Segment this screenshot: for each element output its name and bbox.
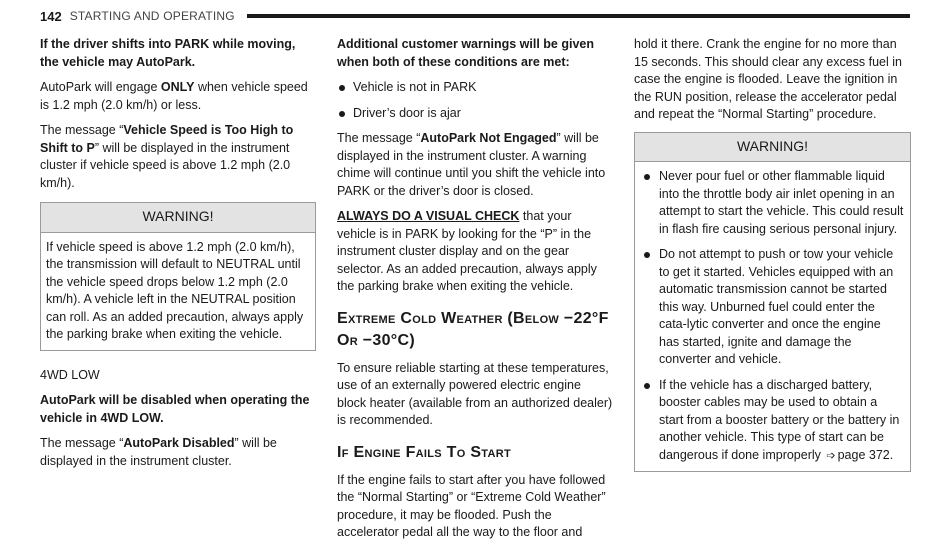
page-number: 142 (40, 8, 62, 24)
list-item-text: Vehicle is not in PARK (353, 80, 477, 94)
page-reference-arrow-icon: ➩ (826, 449, 836, 462)
warning-body (635, 162, 910, 471)
text: The message “ (337, 131, 421, 145)
not-engaged-paragraph (337, 130, 613, 200)
text: The message “ (40, 436, 124, 450)
bullet-icon (339, 85, 345, 91)
list-item-text: Do not attempt to push or tow your vehicle to get it started. Vehicles equipped with an automatic transmission cannot be started this way. Unburned fuel could enter the cata-lytic converter and once the engine has started, ignite and damage the converter and vehicle. (659, 247, 894, 366)
column-1 (40, 36, 316, 478)
text: AutoPark will engage (40, 80, 161, 94)
bullet-icon (644, 174, 650, 180)
message-text: AutoPark Not Engaged (420, 131, 557, 145)
text: when vehicle speed is 1.2 mph (2.0 km/h) or less. (40, 80, 308, 112)
section-title: STARTING AND OPERATING (69, 9, 235, 23)
list-item (337, 105, 613, 123)
additional-warnings-heading: Additional customer warnings will be given when both of these conditions are met: (337, 37, 594, 69)
bullet-icon (644, 252, 650, 258)
message-text: AutoPark Disabled (123, 436, 235, 450)
warning-title: WARNING! (41, 203, 315, 233)
header-rule (247, 14, 910, 18)
column-2 (337, 36, 613, 550)
list-item (337, 79, 613, 97)
list-item (640, 168, 904, 238)
visual-check-paragraph (337, 208, 613, 296)
text: ” will be displayed in the instrument cluster. (40, 436, 277, 468)
list-item-text: Driver’s door is ajar (353, 105, 461, 120)
warning-title: WARNING! (635, 133, 910, 163)
warning-list (640, 168, 904, 465)
list-item (640, 246, 904, 369)
warning-box (634, 132, 911, 473)
conditions-list (337, 79, 613, 122)
list-item (640, 377, 904, 466)
autopark-heading: If the driver shifts into PARK while moving, the vehicle may AutoPark. (40, 37, 296, 69)
emphasis: ONLY (160, 80, 195, 94)
4wd-low-disabled-text: AutoPark will be disabled when operating the vehicle in 4WD LOW. (40, 393, 310, 425)
autopark-engage-paragraph (40, 79, 316, 114)
engine-fails-heading: If Engine Fails To Start (337, 443, 511, 461)
bullet-icon (644, 383, 650, 389)
warning-text: If vehicle speed is above 1.2 mph (2.0 km/h), the transmission will default to NEUTRAL until the vehicle speed drops below 1.2 mph (2.0 km/h). A vehicle left in the NEUTRAL position can roll. As an added precaution, always apply the parking brake when exiting the vehicle. (46, 239, 304, 341)
crank-paragraph: hold it there. Crank the engine for no more than 15 seconds. This should clear any excess fuel in case the engine is flooded. Leave the ignition in the RUN position, release the accelerator pedal and repeat the “Normal Starting” procedure. (634, 37, 902, 121)
visual-check-emphasis: ALWAYS DO A VISUAL CHECK (337, 209, 520, 223)
engine-fails-paragraph: If the engine fails to start after you have followed the “Normal Starting” or “Extreme Cold Weather” procedure, it may be flooded. Push the accelerator pedal all the way to the floor and (337, 472, 606, 539)
warning-box (40, 202, 316, 351)
warning-body (41, 233, 315, 350)
page-reference-link[interactable]: page 372. (837, 447, 894, 462)
speed-message-paragraph (40, 122, 316, 192)
text: that your vehicle is in PARK by looking for the “P” in the instrument cluster display and on the gear selector. As an added precaution, always apply the parking brake when exiting the vehicle. (337, 209, 597, 293)
text: ” will be displayed in the instrument cluster if vehicle speed is above 1.2 mph (2.0 km/h). (40, 140, 291, 190)
list-item-text: If the vehicle has a discharged battery, booster cables may be used to obtain a start from a booster battery or the battery in another vehicle. This type of start can be dangerous if done improperly (659, 377, 900, 462)
list-item-text: Never pour fuel or other flammable liquid into the throttle body air inlet opening in an attempt to start the vehicle. This could result in flash fire causing serious personal injury. (659, 169, 904, 236)
page-header (40, 5, 910, 27)
extreme-cold-heading: Extreme Cold Weather (Below −22°F Or −30°C) (337, 309, 609, 349)
text: The message “ (40, 123, 124, 137)
column-3 (634, 36, 911, 488)
text: ” will be displayed in the instrument cluster. A warning chime will continue until you shift the vehicle into PARK or the driver’s door is closed. (337, 131, 606, 198)
4wd-low-subheading: 4WD LOW (40, 367, 100, 382)
bullet-icon (339, 111, 345, 117)
message-text: Vehicle Speed is Too High to Shift to P (40, 123, 294, 155)
autopark-disabled-paragraph (40, 435, 316, 470)
extreme-cold-paragraph: To ensure reliable starting at these temperatures, use of an externally powered electric engine block heater (available from an authorized dealer) is recommended. (337, 360, 613, 427)
